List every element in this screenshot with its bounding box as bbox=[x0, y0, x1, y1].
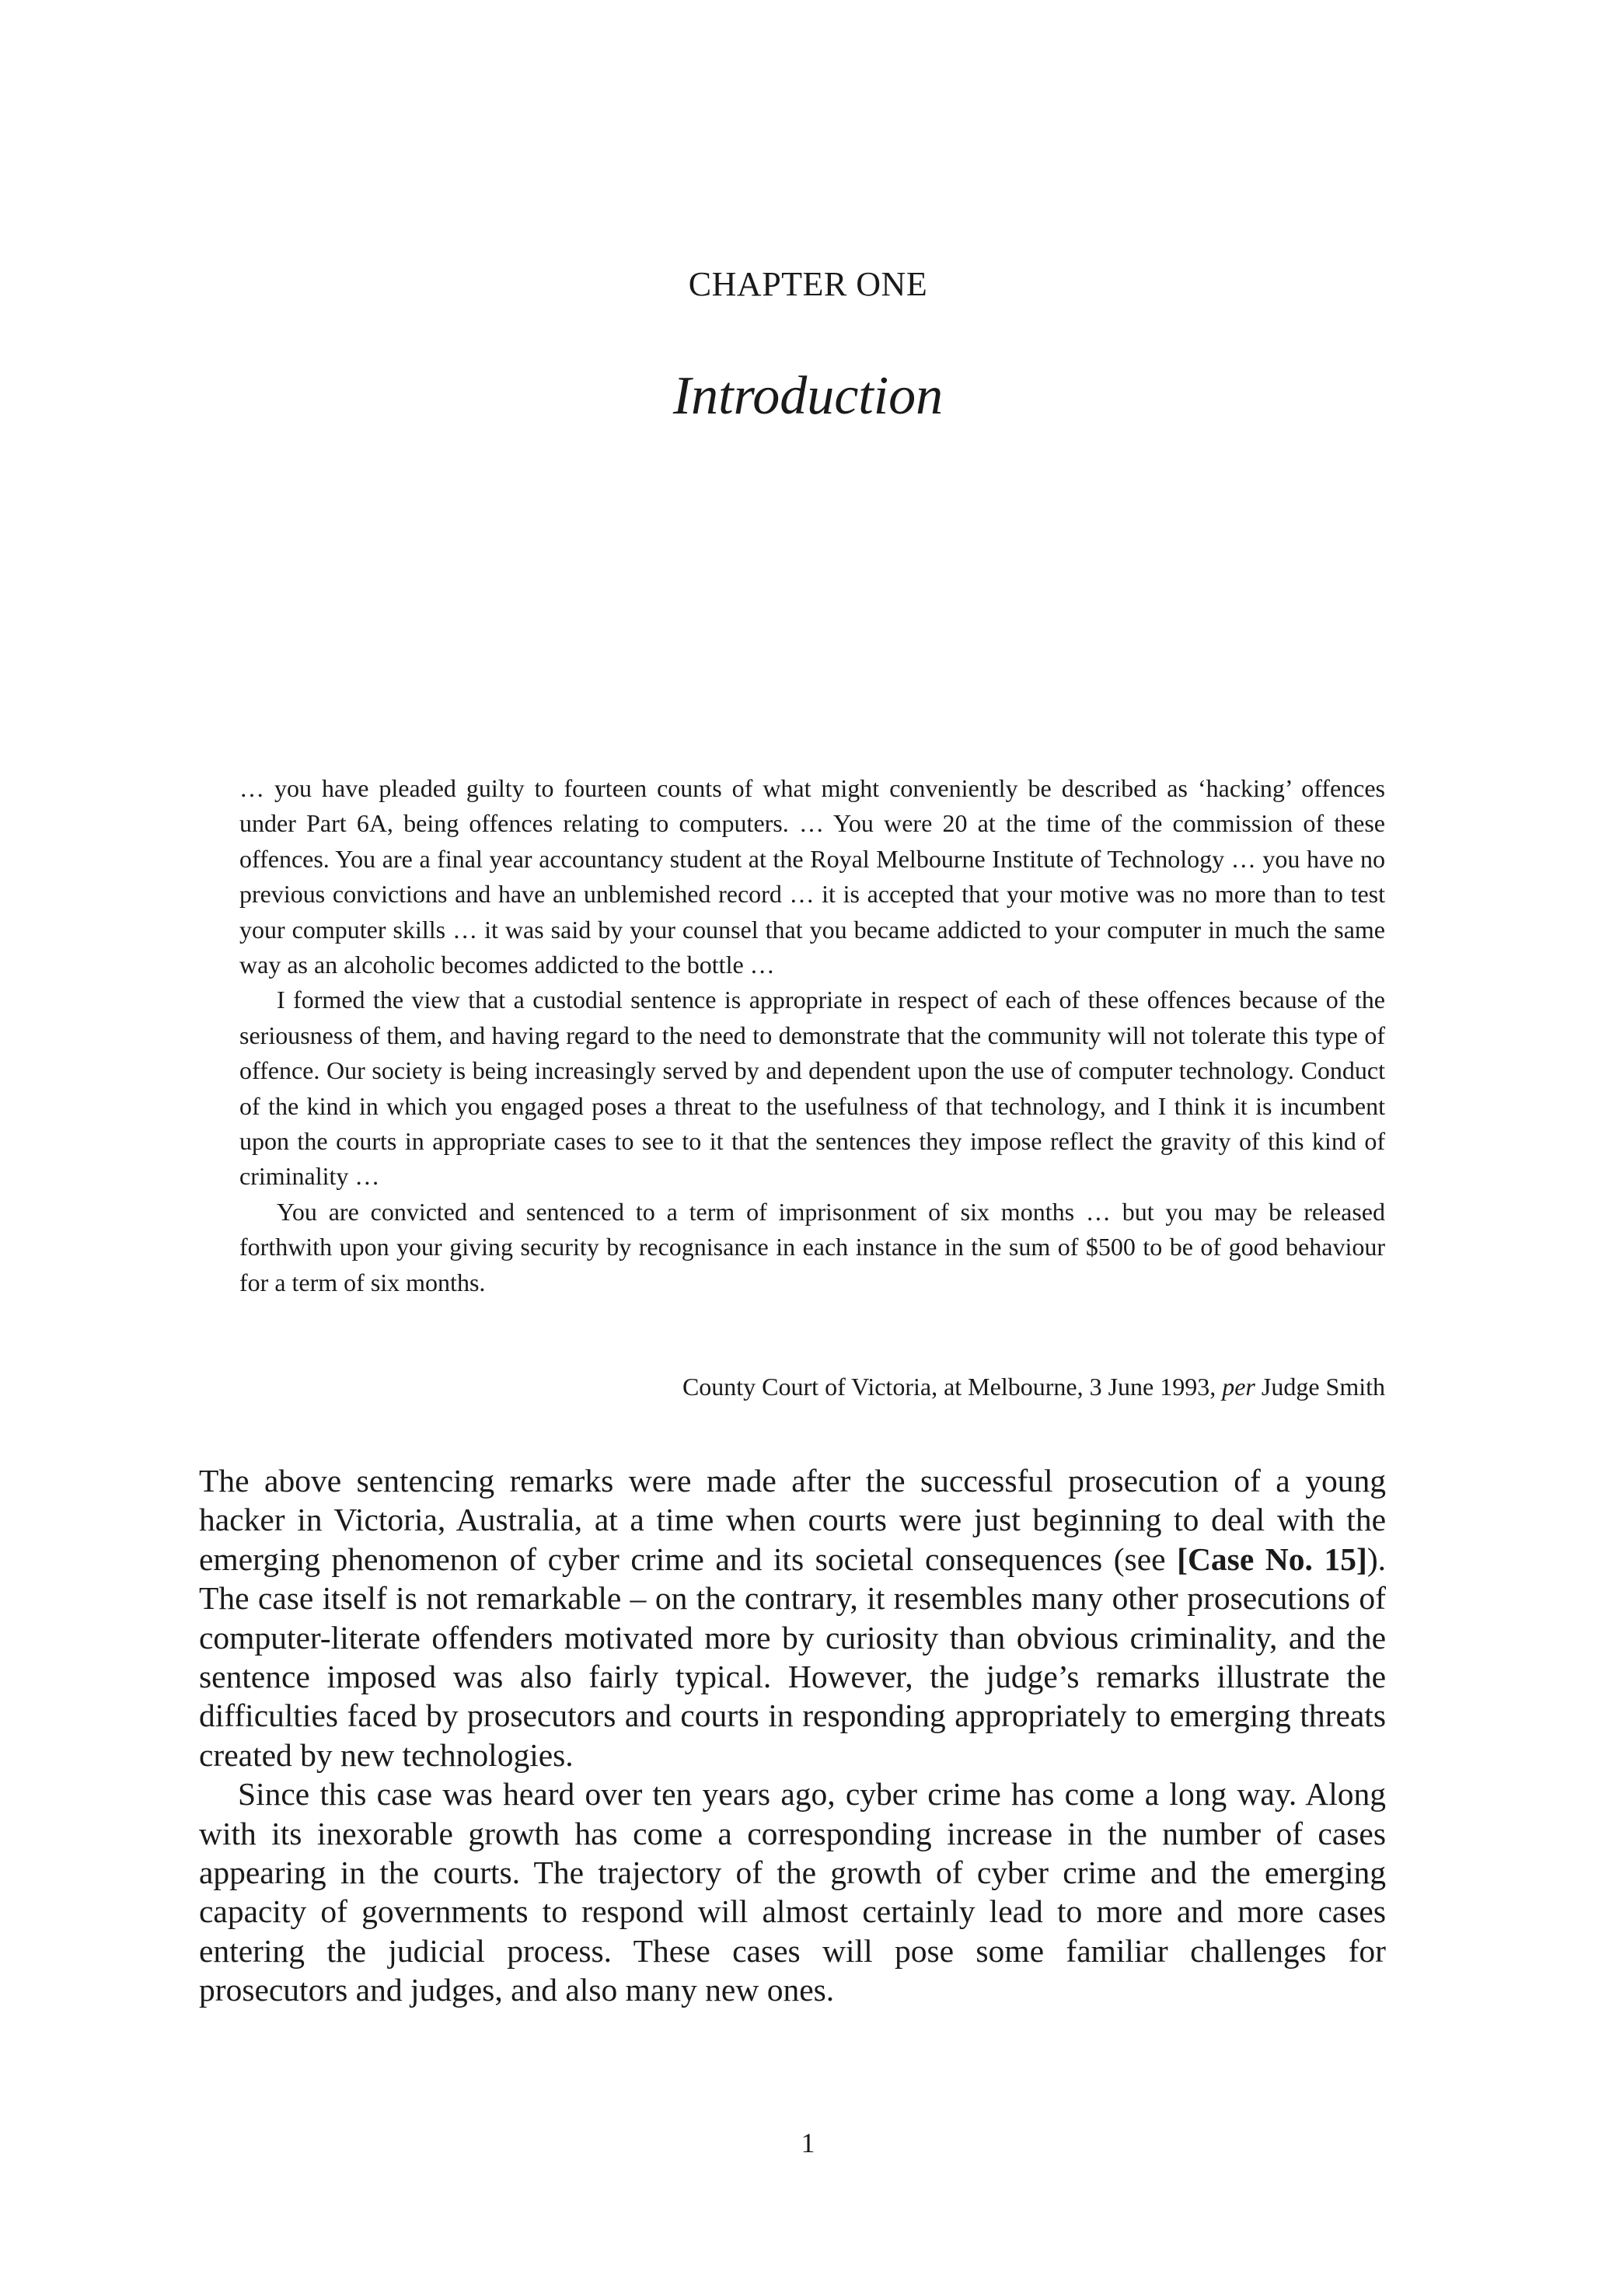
attribution-court: County Court of Victoria, at Melbourne, 3 June 1993, bbox=[682, 1373, 1223, 1401]
chapter-title: Introduction bbox=[672, 366, 944, 426]
quote-paragraph-1: … you have pleaded guilty to fourteen counts of what might conveniently be described as ‘hacking’ offences under Part 6A, being offences relating to computers. … You were 20 at the time of the commission of these offences. You are a final year accountancy student at the Royal Melbourne Institute of Technology … you have no previous convictions and have an unblemished record … it is accepted that your motive was no more than to test your computer skills … it was said by your counsel that you became addicted to your computer in much the same way as an alcoholic becomes addicted to the bottle … bbox=[239, 774, 1385, 979]
case-reference: [Case No. 15] bbox=[1177, 1541, 1367, 1577]
attribution-judge: Judge Smith bbox=[1255, 1373, 1385, 1401]
quote-paragraph-3: You are convicted and sentenced to a term of imprisonment of six months … but you may be released forthwith upon your giving security by recognisance in each instance in the sum of $500 to be of good behaviour for a term of six months. bbox=[239, 1197, 1385, 1296]
body-text bbox=[199, 1461, 1386, 2010]
body-paragraph-1 bbox=[199, 1461, 1386, 1774]
body-p1-text-end: ). The case itself is not remarkable – on the contrary, it resembles many other prosecutions of computer-literate offenders motivated more by curiosity than obvious criminality, and the sentence imposed was also fairly typical. However, the judge’s remarks illustrate the difficulties faced by prosecutors and courts in responding appropriately to emerging threats created by new technologies. bbox=[199, 1541, 1387, 1773]
body-paragraph-2: Since this case was heard over ten years ago, cyber crime has come a long way. Along with its inexorable growth has come a corresponding increase in the number of cases appearing in the courts. The trajectory of the growth of cyber crime and the emerging capacity of governments to respond will almost certainly lead to more and more cases entering the judicial process. These cases will pose some familiar challenges for prosecutors and judges, and also many new ones. bbox=[199, 1776, 1386, 2008]
page-number: 1 bbox=[801, 2127, 815, 2158]
chapter-label: CHAPTER ONE bbox=[688, 265, 928, 303]
attribution-per: per bbox=[1222, 1373, 1255, 1401]
quote-attribution bbox=[239, 1370, 1385, 1404]
epigraph-quote bbox=[239, 771, 1385, 1300]
quote-paragraph-2: I formed the view that a custodial sentence is appropriate in respect of each of these offences because of the seriousness of them, and having regard to the need to demonstrate that the community will not tolerate this type of offence. Our society is being increasingly served by and dependent upon the use of computer technology. Conduct of the kind in which you engaged poses a threat to the usefulness of that technology, and I think it is incumbent upon the courts in appropriate cases to see to it that the sentences they impose reflect the gravity of this kind of criminality … bbox=[239, 986, 1385, 1191]
body-p1-text-start: The above sentencing remarks were made after the successful prosecution of a young hacker in Victoria, Australia, at a time when courts were just beginning to deal with the emerging phenomenon of cyber crime and its societal consequences (see bbox=[199, 1463, 1386, 1577]
